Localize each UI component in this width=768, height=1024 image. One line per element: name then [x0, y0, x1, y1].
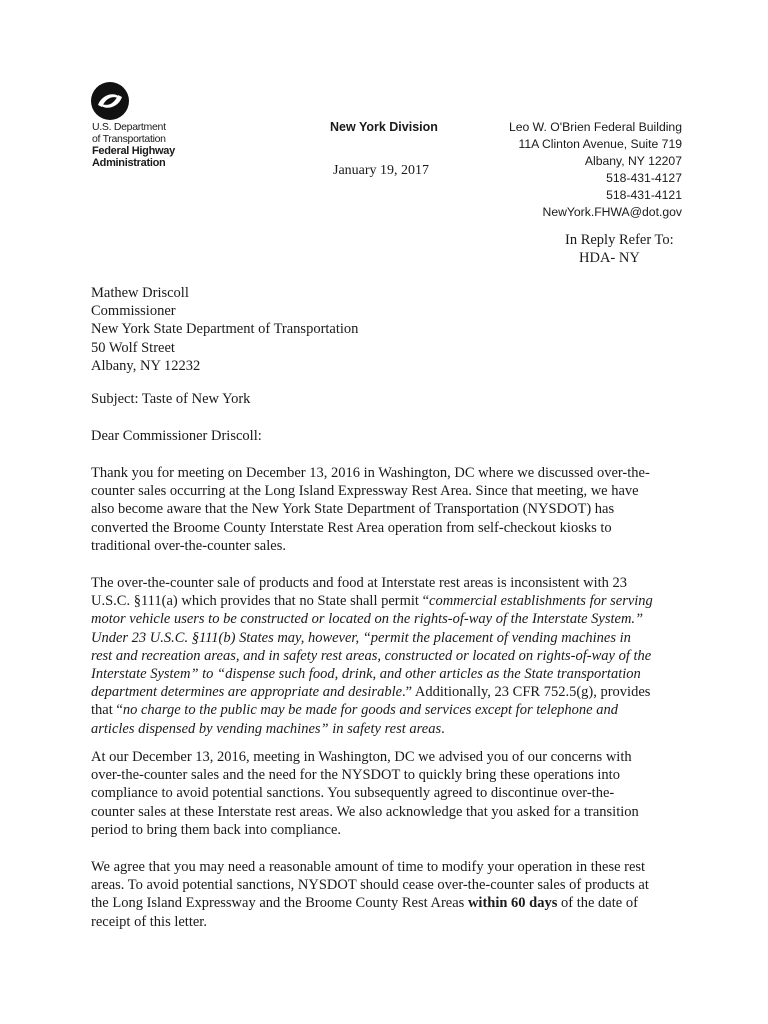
- agency-line: U.S. Department: [92, 121, 166, 133]
- paragraph-line: The over-the-counter sale of products and food at Interstate rest areas is inconsistent with 23: [91, 575, 628, 591]
- paragraph-line: counter sales occurring at the Long Island Expressway Rest Area. Since that meeting, we have: [91, 483, 639, 500]
- paragraph-line: compliance to avoid potential sanctions. You subsequently agreed to discontinue over-the-: [91, 785, 615, 802]
- paragraph-line: [91, 665, 681, 683]
- reply-code: HDA- NY: [579, 250, 640, 266]
- phone-line: 518-431-4127: [606, 171, 682, 185]
- paragraph-line: [91, 701, 681, 719]
- paragraph-line: [91, 610, 681, 628]
- text-run: U.S.C. §111(a) which provides that no State shall permit “: [91, 593, 430, 610]
- letter-date: January 19, 2017: [333, 163, 430, 178]
- paragraph-line: traditional over-the-counter sales.: [91, 537, 286, 554]
- address-line: Leo W. O'Brien Federal Building: [508, 120, 682, 134]
- agency-line: Federal Highway: [92, 145, 175, 157]
- quoted-text: Under 23 U.S.C. §111(b) States may, however, “permit the placement of vending machines in: [91, 629, 631, 646]
- text-run: that “: [91, 702, 123, 719]
- paragraph-line: converted the Broome County Interstate Rest Area operation from self-checkout kiosks to: [91, 519, 612, 536]
- quoted-text: articles dispensed by vending machines” in safety rest areas: [91, 720, 442, 737]
- paragraph-line: [91, 683, 681, 701]
- quoted-text: no charge to the public may be made for goods and services except for telephone and: [122, 702, 618, 719]
- deadline-emphasis: within 60 days: [467, 895, 558, 912]
- quoted-text: Interstate System” to “dispense such food, drink, and other articles as the State transportation: [91, 666, 641, 683]
- text-run: of the date of: [557, 895, 638, 912]
- fax-line: 518-431-4121: [606, 188, 682, 202]
- paragraph-line: receipt of this letter.: [91, 913, 207, 930]
- text-run: .: [441, 720, 445, 737]
- paragraph-line: also become aware that the New York State Department of Transportation (NYSDOT) has: [91, 501, 615, 518]
- text-run: the Long Island Expressway and the Broome County Rest Areas: [91, 895, 468, 912]
- email-line: NewYork.FHWA@dot.gov: [542, 205, 682, 219]
- text-run: .” Additionally, 23 CFR 752.5(g), provides: [402, 684, 651, 701]
- quoted-text: commercial establishments for serving: [429, 593, 653, 610]
- subject-line: Subject: Taste of New York: [91, 391, 251, 407]
- usdot-logo-icon: [90, 81, 130, 121]
- salutation: Dear Commissioner Driscoll:: [91, 428, 262, 444]
- paragraph-line: period to bring them back into compliance.: [91, 821, 342, 838]
- reply-label: In Reply Refer To:: [565, 232, 674, 248]
- recipient-line: Albany, NY 12232: [91, 357, 201, 374]
- quoted-text: rest and recreation areas, and in safety rest areas, constructed or located on rights-of-way of the: [91, 647, 652, 664]
- paragraph-line: [91, 720, 681, 738]
- paragraph-line: over-the-counter sales and the need for the NYSDOT to quickly bring these operations into: [91, 767, 620, 784]
- paragraph-line: We agree that you may need a reasonable amount of time to modify your operation in these rest: [91, 859, 646, 875]
- recipient-block: [91, 284, 358, 375]
- body-paragraph-4: [91, 858, 681, 931]
- paragraph-line: Thank you for meeting on December 13, 2016 in Washington, DC where we discussed over-the-: [91, 465, 650, 481]
- body-paragraph-3: [91, 748, 681, 839]
- body-paragraph-1: [91, 464, 681, 555]
- reply-reference: [565, 231, 674, 267]
- division-name: New York Division: [330, 120, 438, 134]
- address-line: 11A Clinton Avenue, Suite 719: [518, 137, 682, 151]
- quoted-text: motor vehicle users to be constructed or located on the rights-of-way of the Interstate System.”: [91, 611, 644, 628]
- paragraph-line: At our December 13, 2016, meeting in Washington, DC we advised you of our concerns with: [91, 749, 632, 765]
- recipient-line: New York State Department of Transportation: [91, 321, 359, 338]
- paragraph-line: [91, 592, 681, 610]
- paragraph-line: [91, 647, 681, 665]
- paragraph-line: [91, 629, 681, 647]
- recipient-line: Mathew Driscoll: [91, 285, 189, 301]
- paragraph-line: areas. To avoid potential sanctions, NYSDOT should cease over-the-counter sales of products at: [91, 877, 649, 894]
- quoted-text: department determines are appropriate and desirable: [91, 684, 403, 701]
- recipient-line: 50 Wolf Street: [91, 339, 175, 356]
- agency-line: of Transportation: [92, 133, 166, 145]
- paragraph-line: [91, 894, 681, 912]
- address-line: Albany, NY 12207: [584, 154, 682, 168]
- paragraph-line: counter sales at these Interstate rest areas. We also acknowledge that you asked for a transition: [91, 803, 639, 820]
- body-paragraph-2: [91, 574, 681, 738]
- office-address: [509, 119, 682, 221]
- agency-line: Administration: [92, 157, 166, 169]
- recipient-line: Commissioner: [91, 303, 176, 320]
- agency-name: [92, 121, 175, 169]
